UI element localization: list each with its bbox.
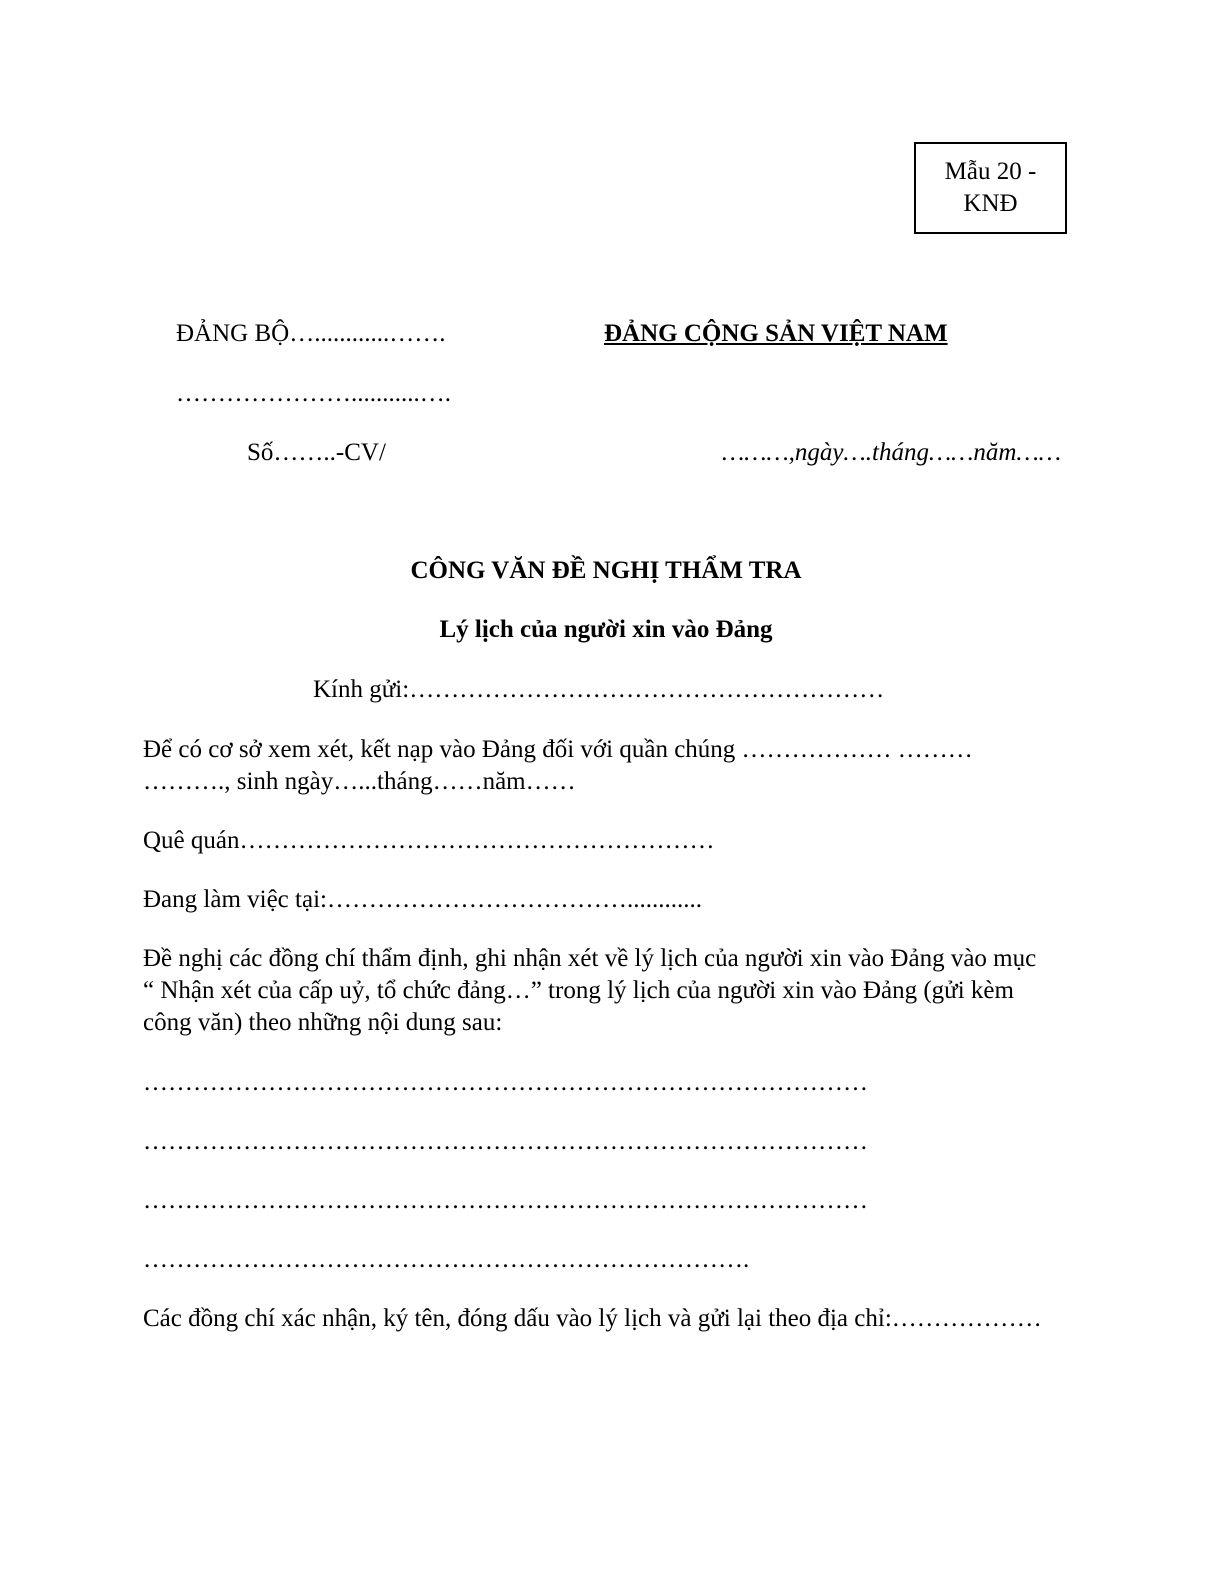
request-line3: công văn) theo những nội dung sau: xyxy=(143,1009,503,1036)
dotted-line-3: …………………………………………………………………………… xyxy=(143,1187,868,1214)
party-name: ĐẢNG CỘNG SẢN VIỆT NAM xyxy=(604,320,948,347)
party-committee: ĐẢNG BỘ…............……. xyxy=(176,320,446,347)
dotted-line-4: ………………………………………………………………. xyxy=(143,1246,750,1273)
dotted-line-1: …………………………………………………………………………… xyxy=(143,1069,868,1096)
form-code-line1: Mẫu 20 - xyxy=(944,158,1037,185)
recipient-line: Kính gửi:………………………………………………… xyxy=(313,676,885,703)
request-line1: Đề nghị các đồng chí thẩm định, ghi nhận xét về lý lịch của người xin vào Đảng vào mục xyxy=(143,945,1037,972)
request-line2: “ Nhận xét của cấp uỷ, tổ chức đảng…” trong lý lịch của người xin vào Đảng (gửi kèm xyxy=(143,977,1014,1004)
para1-line1: Để có cơ sở xem xét, kết nạp vào Đảng đối với quần chúng ……………… ……… xyxy=(143,736,973,763)
form-code-line2: KNĐ xyxy=(963,190,1018,217)
para1-line2: ………., sinh ngày…...tháng……năm…… xyxy=(143,768,576,795)
document-number: Số……..-CV/ xyxy=(247,439,386,466)
hometown-line: Quê quán………………………………………………… xyxy=(143,827,715,854)
party-committee-line2: …………………...........…. xyxy=(176,380,451,407)
date-line: ………,ngày….tháng……năm…… xyxy=(722,439,1061,466)
dotted-line-2: …………………………………………………………………………… xyxy=(143,1128,868,1155)
closing-line: Các đồng chí xác nhận, ký tên, đóng dấu vào lý lịch và gửi lại theo địa chỉ:……………… xyxy=(143,1305,1042,1332)
workplace-line: Đang làm việc tại:………………………………............ xyxy=(143,886,702,913)
document-subtitle: Lý lịch của người xin vào Đảng xyxy=(439,616,773,643)
form-code-box xyxy=(914,142,1067,234)
document-title: CÔNG VĂN ĐỀ NGHỊ THẨM TRA xyxy=(410,557,802,584)
